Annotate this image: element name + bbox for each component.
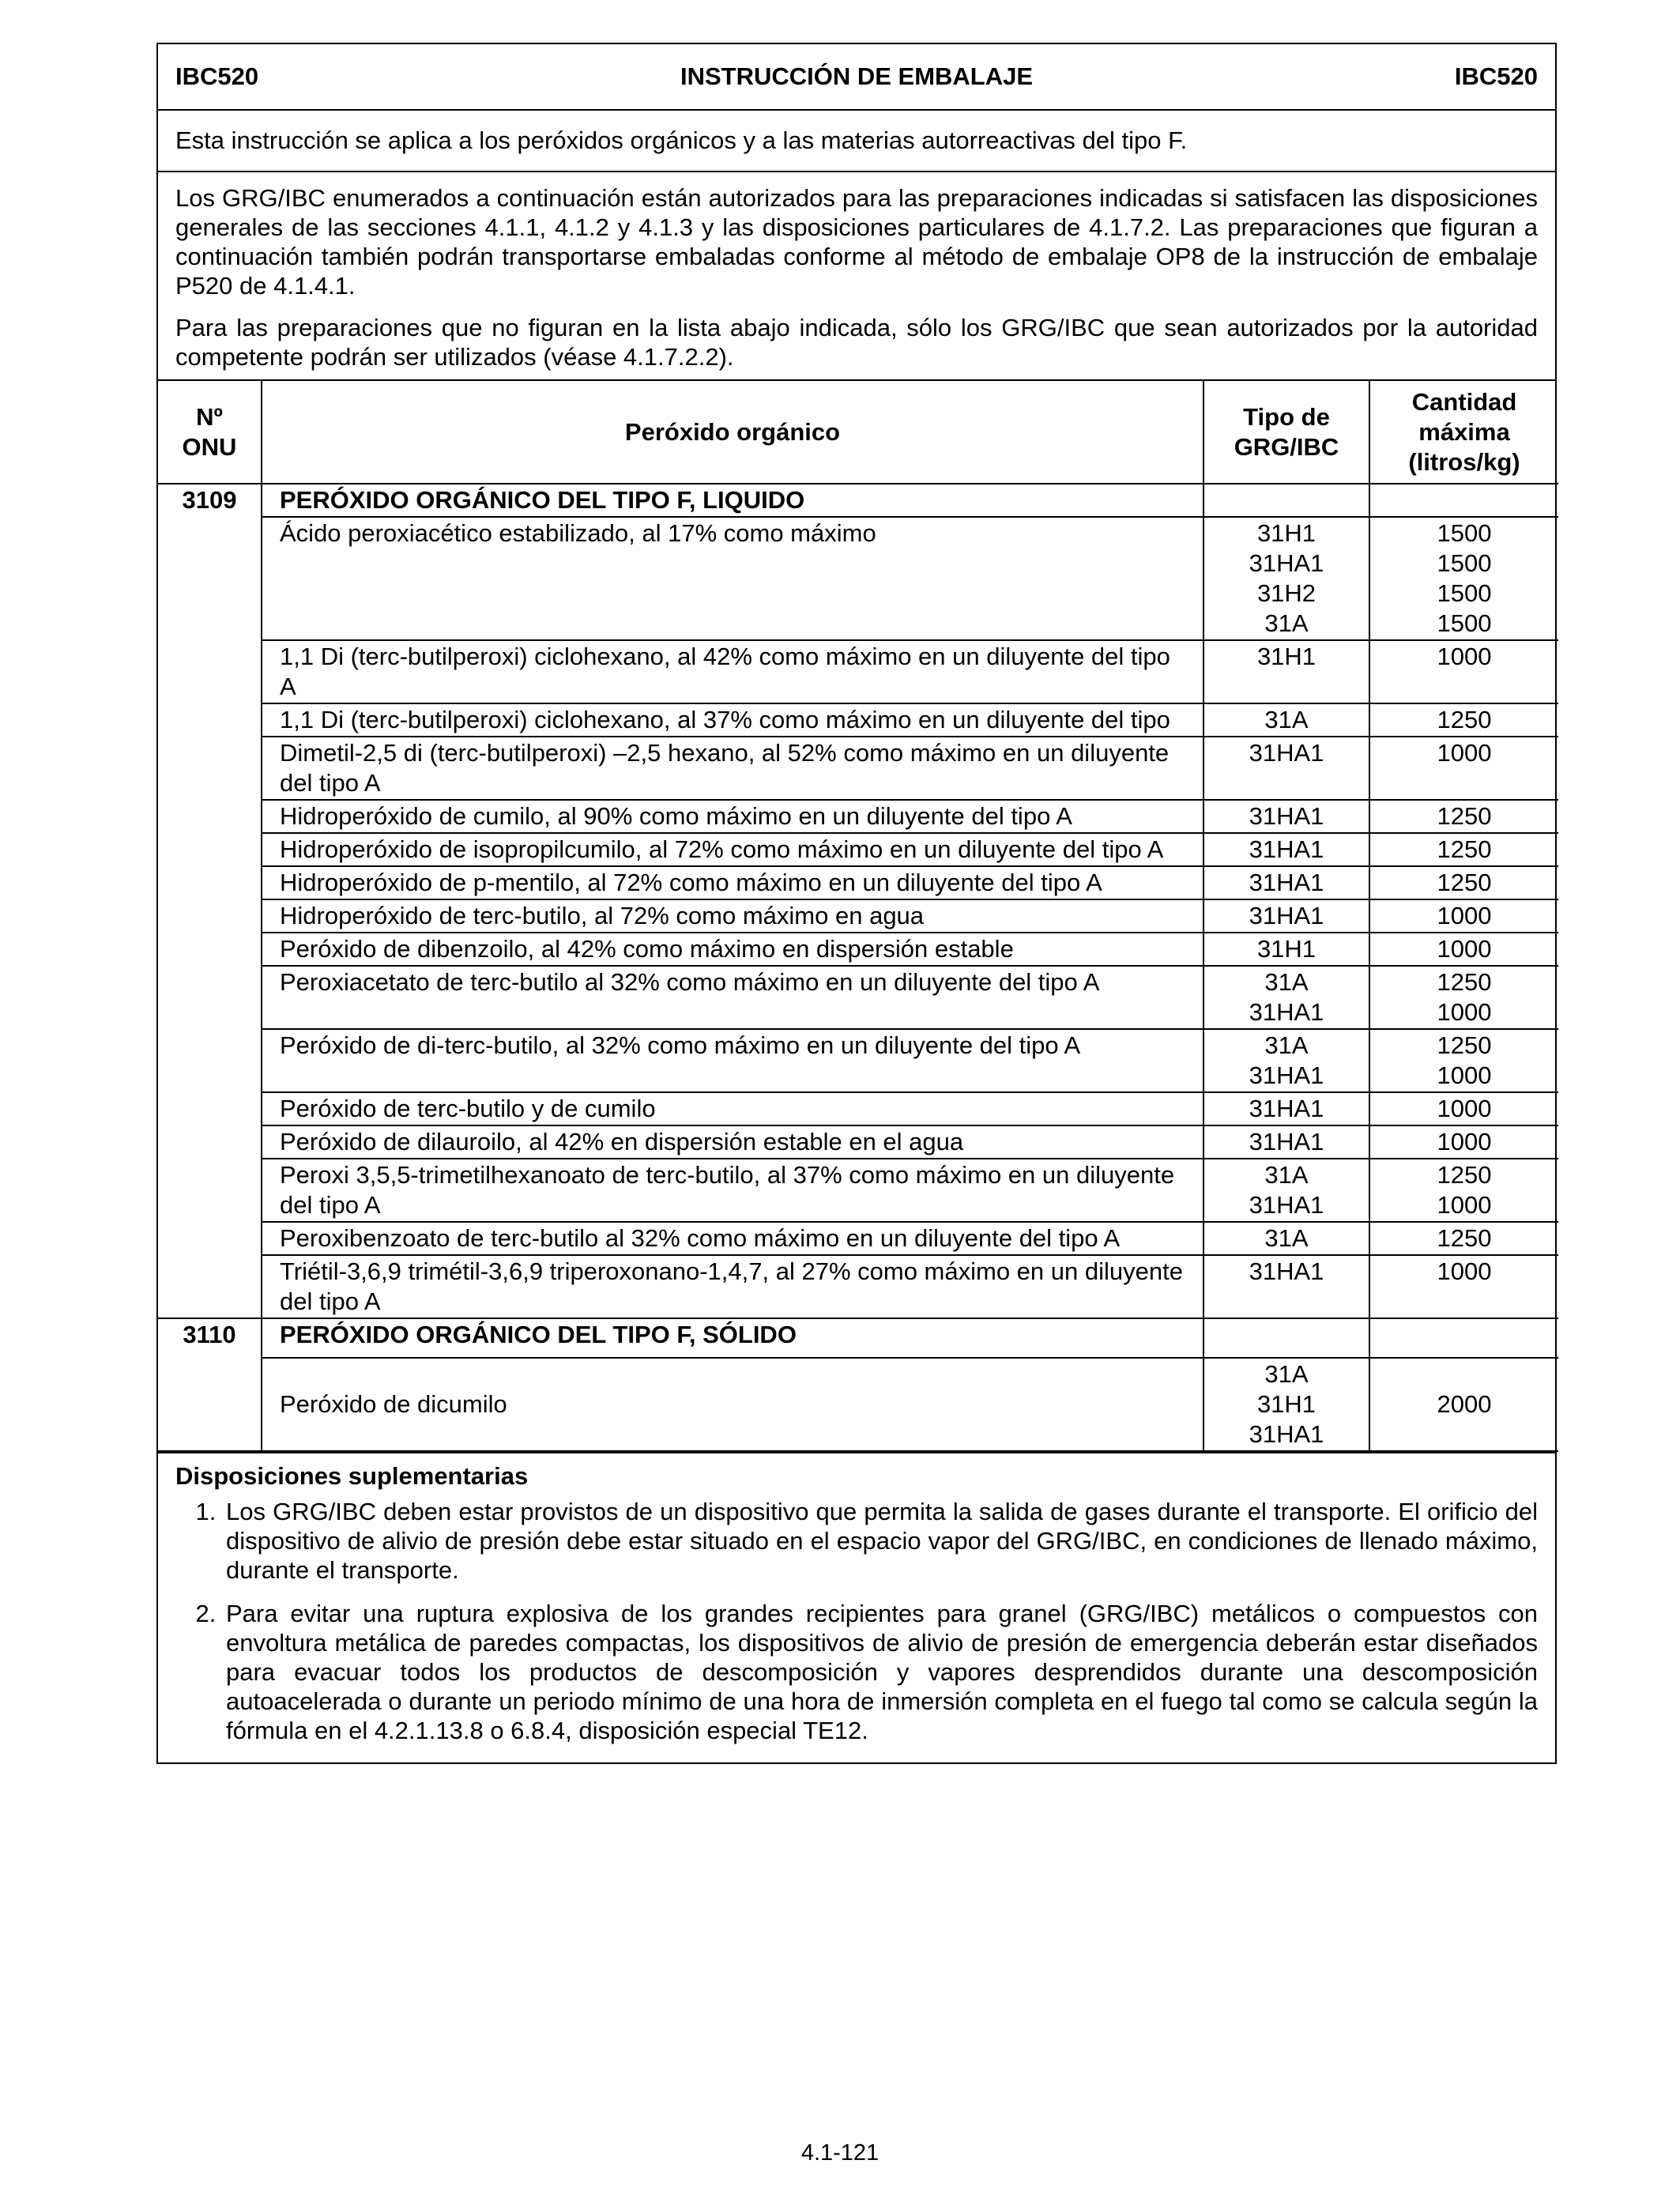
table-row (158, 899, 1558, 933)
list-item: 2. Para evitar una ruptura explosiva de los grandes recipientes para granel (GRG/IBC) metálicos o compuestos con envoltura metálica de paredes compactas, los dispositivos de alivio de presión de emergencia deberán estar diseñados para evacuar todos los productos de descomposición y vapores desprendidos durante una descomposición autoacelerada o durante un periodo mínimo de una hora de inmersión completa en el fuego tal como se calcula según la fórmula en el 4.2.1.13.8 o 6.8.4, disposición especial TE12. (223, 1599, 1538, 1745)
ibc-type: 31HA1 (1249, 1420, 1324, 1448)
table-row (158, 1222, 1558, 1255)
type-cell (1203, 899, 1369, 933)
type-cell (1203, 1255, 1369, 1318)
type-cell (1203, 833, 1369, 866)
qty-cell (1369, 517, 1558, 640)
type-cell (1203, 640, 1369, 703)
max-quantity: 1250 (1437, 1224, 1492, 1252)
header-type: Tipo de GRG/IBC (1203, 381, 1369, 484)
qty-cell (1369, 966, 1558, 1029)
type-cell (1203, 933, 1369, 966)
table-row (158, 1125, 1558, 1159)
ibc-type: 31HA1 (1249, 902, 1324, 929)
ibc-type: 31HA1 (1249, 1061, 1324, 1089)
table-row (158, 1029, 1558, 1092)
type-cell (1203, 1358, 1369, 1451)
max-quantity: 1000 (1437, 739, 1492, 767)
table-row (158, 1255, 1558, 1318)
header-onu: Nº ONU (158, 381, 262, 484)
table-row (158, 703, 1558, 737)
table-row (158, 737, 1558, 800)
max-quantity: 1000 (1437, 1095, 1492, 1122)
qty-cell (1369, 1255, 1558, 1318)
table-row (158, 1358, 1558, 1451)
table-row (158, 833, 1558, 866)
peroxide-name: Peroxiacetato de terc-butilo al 32% como máximo en un diluyente del tipo A (262, 966, 1203, 1029)
peroxide-name: Peróxido de di-terc-butilo, al 32% como máximo en un diluyente del tipo A (262, 1029, 1203, 1092)
max-quantity: 1000 (1437, 935, 1492, 963)
header-title: INSTRUCCIÓN DE EMBALAJE (680, 62, 1034, 90)
max-quantity: 1000 (1437, 1257, 1492, 1285)
peroxide-name: Hidroperóxido de cumilo, al 90% como máximo en un diluyente del tipo A (262, 800, 1203, 833)
supplementary-list (175, 1497, 1538, 1745)
supplementary-section (158, 1452, 1555, 1762)
peroxide-name: Hidroperóxido de terc-butilo, al 72% como máximo en agua (262, 899, 1203, 933)
peroxide-name: Ácido peroxiacético estabilizado, al 17% como máximo (262, 517, 1203, 640)
ibc-type: 31H1 (1256, 1390, 1317, 1418)
peroxide-name: Peróxido de dibenzoilo, al 42% como máximo en dispersión estable (262, 933, 1203, 966)
ibc-type: 31A (1264, 1224, 1309, 1252)
qty-cell (1369, 484, 1558, 517)
type-cell (1203, 1318, 1369, 1358)
peroxide-name: 1,1 Di (terc-butilperoxi) ciclohexano, al 37% como máximo en un diluyente del tipo (262, 703, 1203, 737)
max-quantity: 1000 (1437, 998, 1492, 1026)
header-code-right: IBC520 (1454, 62, 1538, 90)
type-cell (1203, 517, 1369, 640)
qty-cell (1369, 737, 1558, 800)
qty-cell (1369, 933, 1558, 966)
qty-cell (1369, 866, 1558, 899)
applies-statement (158, 111, 1555, 172)
type-cell (1203, 800, 1369, 833)
ibc-type: 31A (1264, 1360, 1309, 1388)
max-quantity: 1000 (1437, 1191, 1492, 1219)
peroxide-name: Peroxibenzoato de terc-butilo al 32% como máximo en un diluyente del tipo A (262, 1222, 1203, 1255)
peroxide-name: Peróxido de dilauroilo, al 42% en dispersión estable en el agua (262, 1125, 1203, 1159)
list-item: 1. Los GRG/IBC deben estar provistos de un dispositivo que permita la salida de gases durante el transporte. El orificio del dispositivo de alivio de presión debe estar situado en el espacio vapor del GRG/IBC, en condiciones de llenado máximo, durante el transporte. (223, 1497, 1538, 1585)
intro-section (158, 172, 1555, 381)
peroxide-name: Hidroperóxido de isopropilcumilo, al 72% como máximo en un diluyente del tipo A (262, 833, 1203, 866)
max-quantity: 1000 (1437, 1061, 1492, 1089)
qty-cell (1369, 1125, 1558, 1159)
table-row (158, 1092, 1558, 1125)
qty-cell (1369, 1358, 1558, 1451)
supplementary-title: Disposiciones suplementarias (175, 1462, 529, 1490)
header-qty: Cantidad máxima (litros/kg) (1369, 381, 1558, 484)
packing-instruction-frame (156, 43, 1557, 1764)
qty-cell (1369, 1318, 1558, 1358)
type-cell (1203, 737, 1369, 800)
table-row (158, 517, 1558, 640)
max-quantity: 1000 (1437, 643, 1492, 670)
ibc-type: 31HA1 (1249, 739, 1324, 767)
max-quantity: 1000 (1437, 902, 1492, 929)
max-quantity: 1500 (1437, 609, 1492, 637)
max-quantity: 1250 (1437, 869, 1492, 896)
ibc-type: 31A (1264, 609, 1309, 637)
header-peroxide: Peróxido orgánico (262, 381, 1203, 484)
intro-paragraph: Los GRG/IBC enumerados a continuación están autorizados para las preparaciones indicadas si satisfacen las disposiciones generales de las secciones 4.1.1, 4.1.2 y 4.1.3 y las disposiciones particulares de 4.1.7.2. Las preparaciones que figuran a continuación también podrán transportarse embaladas conforme al método de embalaje OP8 de la instrucción de embalaje P520 de 4.1.4.1. (175, 184, 1538, 300)
table-row (158, 640, 1558, 703)
peroxide-name: Peroxi 3,5,5-trimetilhexanoato de terc-butilo, al 37% como máximo en un diluyente del tipo A (262, 1159, 1203, 1222)
peroxide-name: Dimetil-2,5 di (terc-butilperoxi) –2,5 hexano, al 52% como máximo en un diluyente del tipo A (262, 737, 1203, 800)
onu-number: 3110 (158, 1318, 262, 1451)
ibc-type: 31A (1264, 1031, 1309, 1059)
ibc-type: 31HA1 (1249, 1191, 1324, 1219)
qty-cell (1369, 1159, 1558, 1222)
max-quantity: 1250 (1437, 968, 1492, 996)
ibc-type: 31H2 (1256, 579, 1317, 607)
max-quantity: 1000 (1437, 1128, 1492, 1155)
ibc-type: 31HA1 (1249, 998, 1324, 1026)
type-cell (1203, 703, 1369, 737)
qty-cell (1369, 833, 1558, 866)
table-row (158, 866, 1558, 899)
table-row (158, 1159, 1558, 1222)
page-number: 4.1-121 (800, 2140, 880, 2166)
ibc-type: 31HA1 (1249, 869, 1324, 896)
max-quantity: 1250 (1437, 706, 1492, 733)
onu-number: 3109 (158, 484, 262, 1318)
max-quantity: 1250 (1437, 1031, 1492, 1059)
type-cell (1203, 1222, 1369, 1255)
ibc-type: 31HA1 (1249, 1257, 1324, 1285)
ibc-type: 31A (1264, 1161, 1309, 1189)
max-quantity: 1500 (1437, 579, 1492, 607)
type-cell (1203, 966, 1369, 1029)
peroxide-name: Peróxido de dicumilo (262, 1358, 1203, 1451)
table-body (158, 484, 1558, 1451)
max-quantity: 1250 (1437, 802, 1492, 830)
type-cell (1203, 1159, 1369, 1222)
peroxide-name: 1,1 Di (terc-butilperoxi) ciclohexano, al 42% como máximo en un diluyente del tipo A (262, 640, 1203, 703)
table-row (158, 1318, 1558, 1358)
max-quantity: 2000 (1437, 1390, 1492, 1418)
ibc-type: 31H1 (1256, 643, 1317, 670)
header-code-left: IBC520 (175, 62, 259, 90)
instruction-header (158, 44, 1555, 111)
table-header-row (158, 381, 1558, 484)
section-title: PERÓXIDO ORGÁNICO DEL TIPO F, SÓLIDO (262, 1318, 1203, 1358)
ibc-type: 31HA1 (1249, 1128, 1324, 1155)
peroxide-name: Peróxido de terc-butilo y de cumilo (262, 1092, 1203, 1125)
ibc-type: 31HA1 (1249, 802, 1324, 830)
max-quantity: 1250 (1437, 835, 1492, 863)
table-row (158, 800, 1558, 833)
table-row (158, 933, 1558, 966)
ibc-type: 31A (1264, 968, 1309, 996)
peroxide-name: Triétil-3,6,9 trimétil-3,6,9 triperoxonano-1,4,7, al 27% como máximo en un diluyente del tipo A (262, 1255, 1203, 1318)
intro-paragraph: Para las preparaciones que no figuran en la lista abajo indicada, sólo los GRG/IBC que sean autorizados por la autoridad competente podrán ser utilizados (véase 4.1.7.2.2). (175, 314, 1538, 371)
qty-cell (1369, 899, 1558, 933)
qty-cell (1369, 640, 1558, 703)
qty-cell (1369, 703, 1558, 737)
ibc-type: 31HA1 (1249, 1095, 1324, 1122)
section-title: PERÓXIDO ORGÁNICO DEL TIPO F, LIQUIDO (262, 484, 1203, 517)
table-row (158, 484, 1558, 517)
max-quantity: 1500 (1437, 549, 1492, 577)
type-cell (1203, 1029, 1369, 1092)
qty-cell (1369, 1092, 1558, 1125)
table-row (158, 966, 1558, 1029)
peroxide-table (158, 381, 1558, 1452)
type-cell (1203, 1092, 1369, 1125)
max-quantity: 1500 (1437, 519, 1492, 547)
max-quantity: 1250 (1437, 1161, 1492, 1189)
type-cell (1203, 1125, 1369, 1159)
type-cell (1203, 484, 1369, 517)
peroxide-name: Hidroperóxido de p-mentilo, al 72% como máximo en un diluyente del tipo A (262, 866, 1203, 899)
qty-cell (1369, 800, 1558, 833)
ibc-type: 31HA1 (1249, 549, 1324, 577)
ibc-type: 31H1 (1256, 519, 1317, 547)
ibc-type: 31A (1264, 706, 1309, 733)
ibc-type: 31H1 (1256, 935, 1317, 963)
qty-cell (1369, 1029, 1558, 1092)
type-cell (1203, 866, 1369, 899)
ibc-type: 31HA1 (1249, 835, 1324, 863)
applies-text: Esta instrucción se aplica a los peróxidos orgánicos y a las materias autorreactivas del tipo F. (175, 126, 1188, 154)
qty-cell (1369, 1222, 1558, 1255)
